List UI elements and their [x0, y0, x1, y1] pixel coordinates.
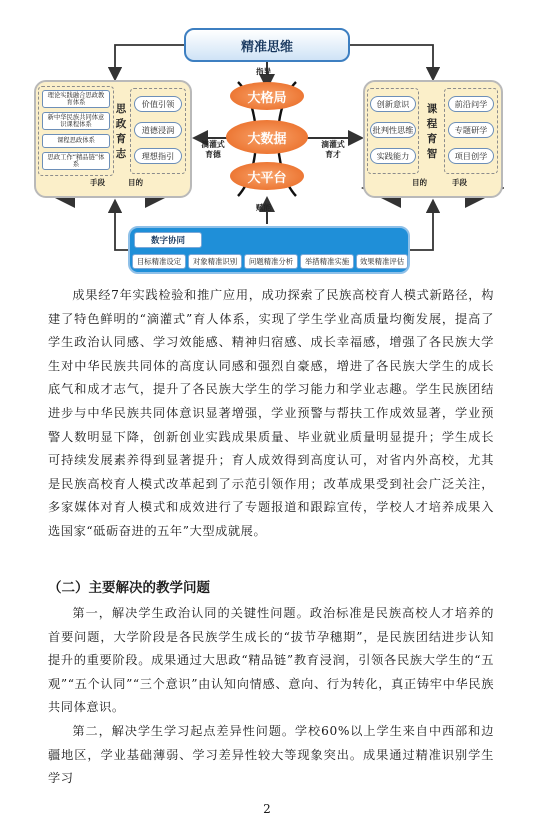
right-goal-label: 目的	[412, 178, 427, 187]
right-means-label: 手段	[452, 178, 467, 187]
big-data-ellipse: 大数据	[226, 120, 308, 154]
right-pill: 前沿问学	[448, 96, 494, 112]
digital-item: 效果精准评估	[356, 254, 408, 269]
right-pill: 批判性思维	[370, 122, 416, 138]
drip-moral-line1: 滴灌式	[201, 140, 225, 149]
paragraph-political-identity: 第一，解决学生政治认同的关键性问题。政治标准是民族高校人才培养的首要问题，大学阶段是各民族学生成长的“拔节孕穗期”，是民族团结进步认知提升的重要阶段。成果通过大思政“精品链”教育浸润，引领各民族大学生的“五观”“五个认同”“三个意识”由认知向情感、意向、行为转化，真正铸牢中华民族共同体意识。	[48, 606, 494, 715]
left-item: 理论实践融合思政教育体系	[42, 90, 110, 108]
left-goal-label: 目的	[128, 178, 143, 187]
right-pill: 创新意识	[370, 96, 416, 112]
big-pattern-ellipse: 大格局	[230, 82, 304, 110]
paragraph-results: 成果经7年实践检验和推广应用，成功探索了民族高校育人模式新路径，构建了特色鲜明的“滴灌式”育人体系，实现了学生学业高质量均衡发展，提高了学生政治认同感、学习效能感、精神归宿感、成长幸福感，增强了各民族大学生对中华民族共同体的高度认同感和强烈自豪感，增进了各民族大学生的成长底气和成才志气，提升了各民族大学生的学习能力和学业志趣。学生民族团结进步与中华民族共同体意识显著增强，学业预警与帮扶工作成效显著，学业预警人数明显下降，创新创业实践成果质量、毕业就业质量明显提升；学生成长可持续发展素养得到显著提升；育人成效得到高度认可，对省内外高校，尤其是民族高校育人模式改革起到了示范引领作用；改革成果受到社会广泛关注，多家媒体对育人模式和成效进行了专题报道和跟踪宣传，学校人才培养成果入选国家“砥砺奋进的五年”大型成就展。	[48, 288, 494, 538]
digital-item: 目标精准设定	[132, 254, 186, 269]
right-pill: 项目创学	[448, 148, 494, 164]
left-means-label: 手段	[90, 178, 105, 187]
left-item: 思政工作“精品链”体系	[42, 152, 110, 170]
precise-thinking-title: 精准思维	[184, 28, 350, 62]
left-item: 新中华民族共同体意识课程体系	[42, 112, 110, 130]
digital-item: 问题精准分析	[244, 254, 298, 269]
right-pill: 实践能力	[370, 148, 416, 164]
drip-talent-label	[316, 140, 350, 160]
drip-moral-line2: 育德	[205, 150, 221, 159]
page-number: 2	[263, 802, 271, 816]
intellectual-education-label: 课程育智	[426, 103, 438, 160]
left-item: 课程思政体系	[42, 134, 110, 148]
empower-label: 赋能	[256, 203, 271, 212]
digital-item: 举措精准实施	[300, 254, 354, 269]
left-pill: 理想指引	[134, 148, 182, 164]
drip-talent-line1: 滴灌式	[321, 140, 345, 149]
education-model-diagram	[30, 14, 504, 276]
left-pill: 道德浸润	[134, 122, 182, 138]
section-heading: （二）主要解决的教学问题	[48, 580, 210, 596]
moral-education-label: 思政育志	[115, 103, 127, 160]
paragraph-learning-difference: 第二，解决学生学习起点差异性问题。学校60%以上学生来自中西部和边疆地区，学业基础薄弱、学习差异性较大等现象突出。成果通过精准识别学生学习	[48, 724, 494, 786]
drip-moral-label	[196, 140, 230, 160]
guidance-label: 指导	[256, 67, 271, 76]
big-platform-ellipse: 大平台	[230, 162, 304, 190]
left-pill: 价值引领	[134, 96, 182, 112]
digital-collaboration-title: 数字协同	[134, 232, 202, 248]
drip-talent-line2: 育才	[325, 150, 341, 159]
digital-item: 对象精准识别	[188, 254, 242, 269]
right-pill: 专题研学	[448, 122, 494, 138]
